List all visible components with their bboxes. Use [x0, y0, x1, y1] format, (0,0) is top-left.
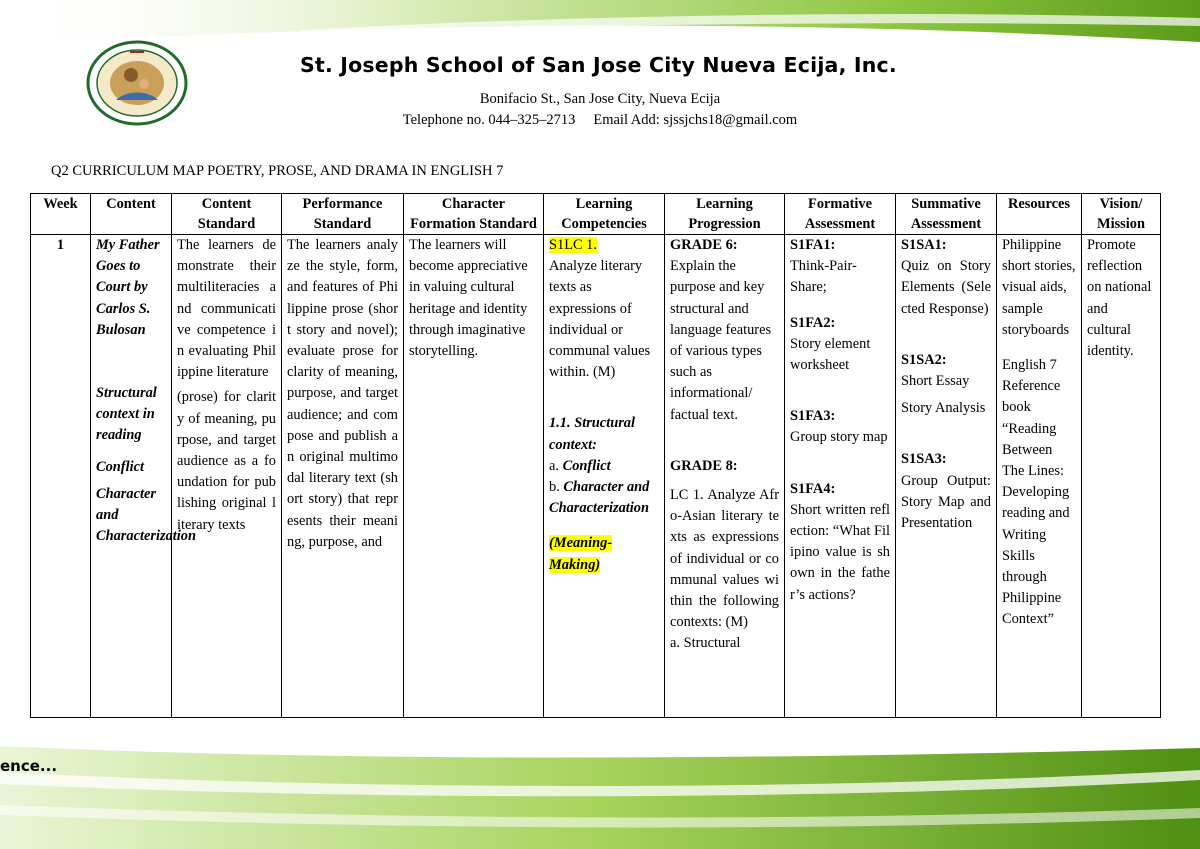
grade-label: GRADE 6: — [670, 237, 738, 253]
assessment-text: Group story map — [790, 429, 888, 446]
progression-text: Explain the purpose and key structural and language features of various types such as informational/ factual text. — [670, 258, 772, 423]
content-topic: Character and Characterization — [96, 485, 196, 545]
subcompetency-number: 1.1. — [549, 415, 571, 432]
assessment-code: S1SA3: — [901, 451, 947, 468]
header-content: Content — [91, 194, 172, 235]
competency-item: Character and Characterization — [549, 479, 650, 517]
school-name: St. Joseph School of San Jose City Nueva Ecija, Inc. — [300, 53, 897, 77]
meaning-making-tag: (Meaning-Making) — [549, 535, 613, 573]
assessment-code: S1SA1: — [901, 237, 947, 253]
header-resources: Resources — [997, 194, 1082, 235]
assessment-code: S1FA2: — [790, 314, 836, 331]
competency-code: S1LC 1. — [549, 237, 597, 253]
content-topic: Conflict — [96, 458, 144, 475]
content-topic: Structural context in reading — [96, 385, 157, 444]
school-address: Bonifacio St., San Jose City, Nueva Ecija — [479, 91, 721, 107]
table-header-row — [31, 194, 1161, 235]
item-letter: b. — [549, 479, 560, 496]
performance-standard-cell: The learners analyze the style, form, and features of Philippine prose (short story and novel); evaluate prose for clarity of meaning, purpose, and target audience; and compose and publish an original multimodal literary text (short story) that represents their meaning, purpose, and — [282, 235, 404, 718]
character-formation-cell: The learners will become appreciative in valuing cultural heritage and identity through imaginative storytelling. — [404, 235, 544, 718]
assessment-code: S1SA2: — [901, 351, 947, 368]
header-content-standard: Content Standard — [172, 194, 282, 235]
formative-cell — [785, 235, 896, 718]
progression-item: a. Structural — [670, 635, 741, 652]
header-character-formation: Character Formation Standard — [404, 194, 544, 235]
content-standard-text: The learners demonstrate their multiliteracies and communicative competence in evaluating Philippine literature — [177, 237, 276, 381]
table-row — [31, 235, 1161, 718]
competency-text: Analyze literary texts as expressions of individual or communal values within. (M) — [549, 258, 651, 381]
week-cell: 1 — [31, 235, 91, 718]
content-standard-cell — [172, 235, 282, 718]
assessment-text: Group Output: Story Map and Presentation — [901, 472, 991, 532]
subcompetency-title: Structural context: — [549, 415, 635, 453]
header-summative: Summative Assessment — [896, 194, 997, 235]
header-learning-progression: Learning Progression — [665, 194, 785, 235]
header-learning-competencies: Learning Competencies — [544, 194, 665, 235]
competency-item: Conflict — [562, 457, 611, 474]
telephone: Telephone no. 044–325–2713 — [402, 112, 576, 128]
header-vision: Vision/ Mission — [1082, 194, 1161, 235]
progression-text: LC 1. Analyze Afro-Asian literary texts as expressions of individual or communal values within the following contexts: (M) — [670, 487, 779, 631]
resources-cell — [997, 235, 1082, 718]
content-cell — [91, 235, 196, 718]
assessment-text: Short Essay — [901, 373, 970, 390]
document-title: Q2 CURRICULUM MAP POETRY, PROSE, AND DRAMA IN ENGLISH 7 — [51, 163, 504, 179]
assessment-text: Think-Pair-Share; — [790, 258, 857, 296]
footer-fragment: ence... — [0, 757, 58, 775]
curriculum-map-table — [30, 193, 1161, 718]
learning-progression-cell — [665, 235, 785, 718]
header-formative: Formative Assessment — [785, 194, 896, 235]
assessment-text: Story element worksheet — [790, 335, 871, 374]
assessment-code: S1FA4: — [790, 480, 836, 497]
assessment-text: Quiz on Story Elements (Selected Response) — [901, 258, 991, 317]
content-title: My Father Goes to Court by Carlos S. Bulosan — [96, 237, 160, 338]
item-letter: a. — [549, 457, 559, 474]
assessment-text: Story Analysis — [901, 400, 986, 417]
assessment-code: S1FA3: — [790, 408, 836, 425]
grade-label: GRADE 8: — [670, 457, 738, 474]
assessment-code: S1FA1: — [790, 237, 836, 253]
learning-competencies-cell — [544, 235, 665, 718]
assessment-text: Short written reflection: “What Filipino value is shown in the father’s actions? — [790, 501, 890, 603]
content-standard-text: (prose) for clarity of meaning, purpose, and target audience as a foundation for publishing original literary texts — [177, 389, 276, 533]
summative-cell — [896, 235, 997, 718]
school-contact — [0, 112, 1200, 129]
resources-text: Philippine short stories, visual aids, sample storyboards — [1002, 237, 1076, 338]
vision-cell: Promote reflection on national and cultural identity. — [1082, 235, 1161, 718]
header-performance-standard: Performance Standard — [282, 194, 404, 235]
resources-text: English 7 Reference book “Reading Between The Lines: Developing reading and Writing Skills through Philippine Context” — [1002, 357, 1070, 628]
email: Email Add: sjssjchs18@gmail.com — [593, 112, 798, 128]
header-week: Week — [31, 194, 91, 235]
